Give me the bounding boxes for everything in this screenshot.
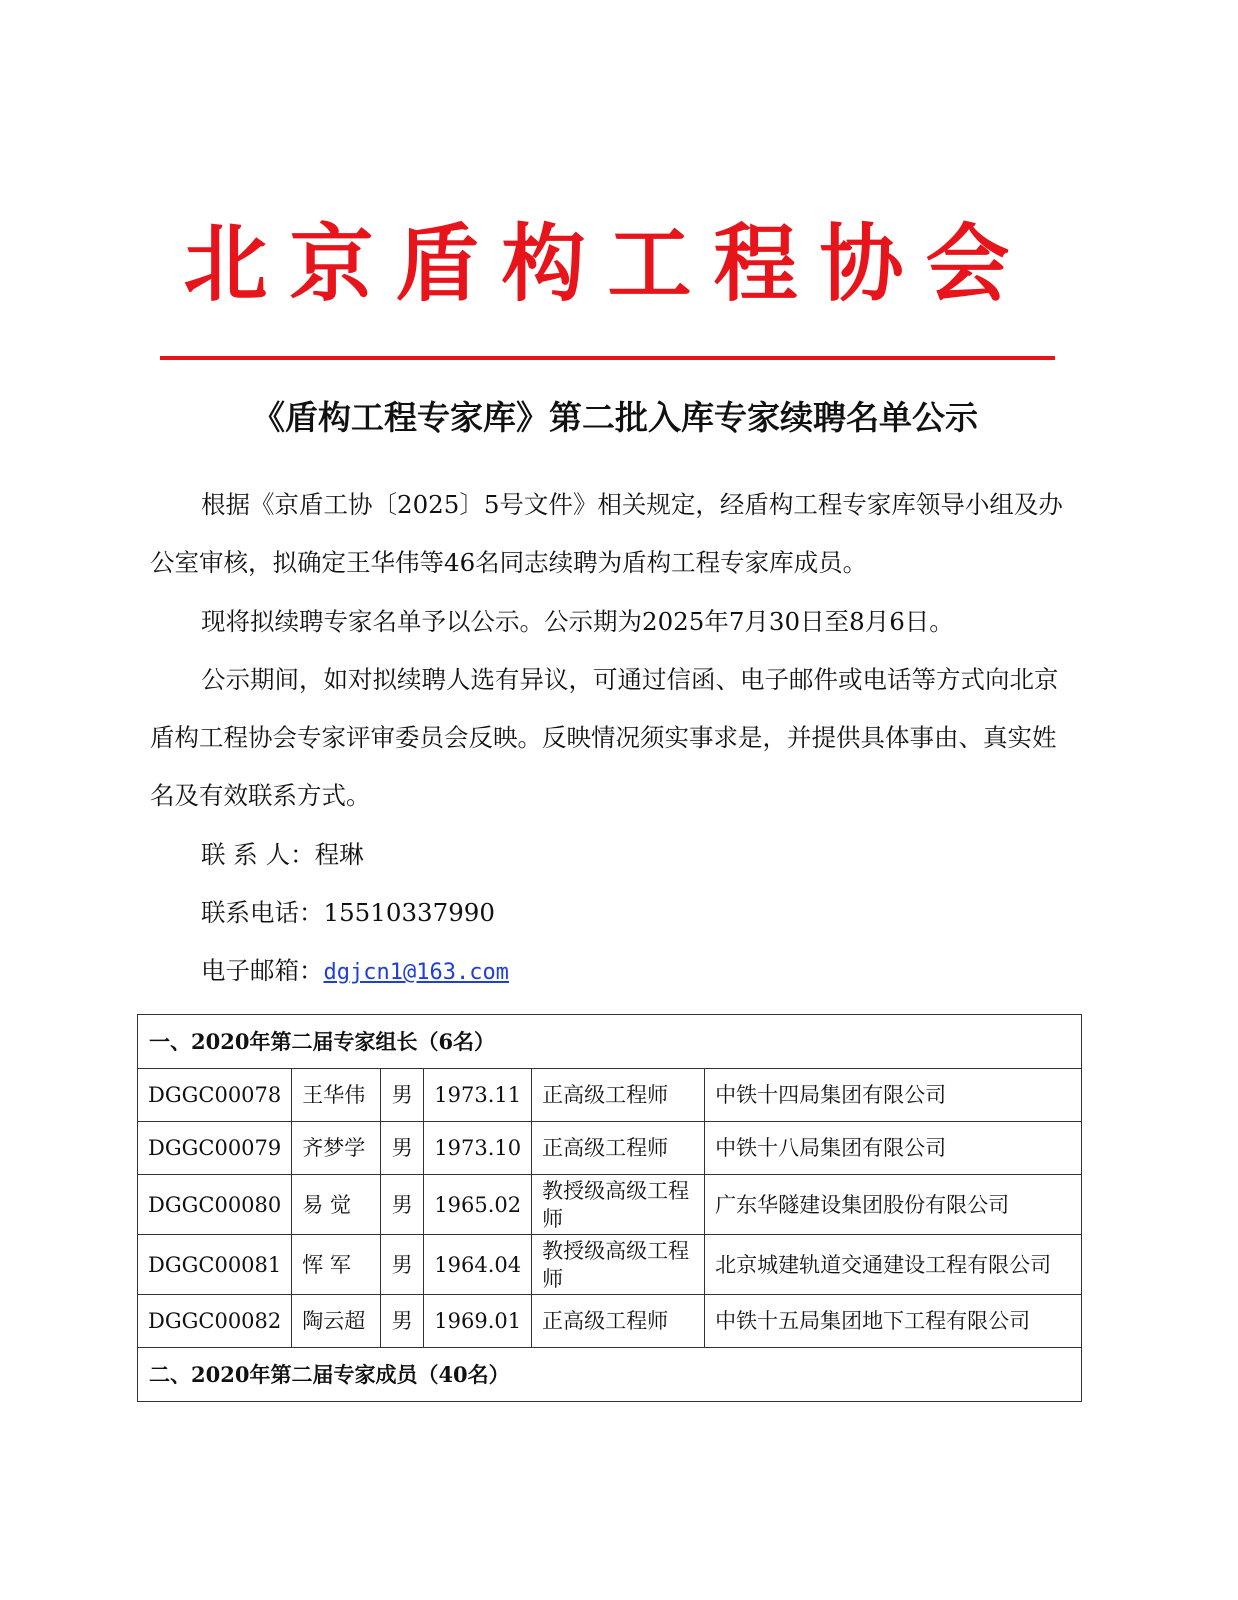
organization-name: 北京盾构工程协会 (183, 215, 1032, 313)
expert-title: 教授级高级工程师 (532, 1175, 705, 1235)
expert-sex: 男 (381, 1235, 424, 1295)
experts-table (137, 1014, 1082, 1402)
expert-title: 正高级工程师 (532, 1122, 705, 1175)
expert-title: 正高级工程师 (532, 1295, 705, 1348)
contact-email-label: 电子邮箱： (201, 956, 324, 985)
expert-organization: 中铁十五局集团地下工程有限公司 (705, 1295, 1082, 1348)
expert-id: DGGC00079 (138, 1122, 292, 1175)
document-title: 《盾构工程专家库》第二批入库专家续聘名单公示 (252, 398, 978, 437)
contact-phone-row (201, 884, 495, 942)
expert-id: DGGC00080 (138, 1175, 292, 1235)
table-section-heading (138, 1015, 1082, 1069)
contact-email-link[interactable]: dgjcn1@163.com (323, 960, 509, 985)
expert-name: 陶云超 (292, 1295, 381, 1348)
expert-id: DGGC00082 (138, 1295, 292, 1348)
expert-sex: 男 (381, 1122, 424, 1175)
contact-person-row (201, 826, 364, 884)
expert-title: 正高级工程师 (532, 1069, 705, 1122)
contact-phone-value: 15510337990 (323, 898, 495, 927)
table-row (138, 1069, 1082, 1122)
expert-name: 恽 军 (292, 1235, 381, 1295)
contact-phone-label: 联系电话： (201, 898, 324, 927)
expert-sex: 男 (381, 1069, 424, 1122)
expert-organization: 中铁十八局集团有限公司 (705, 1122, 1082, 1175)
table-section-heading (138, 1348, 1082, 1402)
contact-person-label: 联 系 人： (201, 840, 315, 869)
expert-id: DGGC00081 (138, 1235, 292, 1295)
expert-title: 教授级高级工程师 (532, 1235, 705, 1295)
table-row (138, 1175, 1082, 1235)
expert-sex: 男 (381, 1295, 424, 1348)
paragraph-objection-instructions: 公示期间，如对拟续聘人选有异议，可通过信函、电子邮件或电话等方式向北京盾构工程协会专家评审委员会反映。反映情况须实事求是，并提供具体事由、真实姓名及有效联系方式。 (150, 665, 1059, 810)
expert-name: 王华伟 (292, 1069, 381, 1122)
expert-sex: 男 (381, 1175, 424, 1235)
paragraph-basis: 根据《京盾工协〔2025〕5号文件》相关规定，经盾构工程专家库领导小组及办公室审核，拟确定王华伟等46名同志续聘为盾构工程专家库成员。 (150, 490, 1063, 577)
table-row (138, 1295, 1082, 1348)
expert-name: 齐梦学 (292, 1122, 381, 1175)
contact-email-row (201, 942, 509, 1002)
expert-organization: 中铁十四局集团有限公司 (705, 1069, 1082, 1122)
table-row (138, 1235, 1082, 1295)
header-divider (160, 356, 1055, 360)
expert-organization: 北京城建轨道交通建设工程有限公司 (705, 1235, 1082, 1295)
expert-birth: 1964.04 (424, 1235, 532, 1295)
expert-birth: 1973.10 (424, 1122, 532, 1175)
expert-birth: 1969.01 (424, 1295, 532, 1348)
expert-birth: 1973.11 (424, 1069, 532, 1122)
expert-id: DGGC00078 (138, 1069, 292, 1122)
expert-birth: 1965.02 (424, 1175, 532, 1235)
expert-organization: 广东华隧建设集团股份有限公司 (705, 1175, 1082, 1235)
table-row (138, 1122, 1082, 1175)
contact-person-value: 程琳 (314, 840, 364, 869)
paragraph-announcement-period: 现将拟续聘专家名单予以公示。公示期为2025年7月30日至8月6日。 (201, 607, 954, 636)
section-heading-leaders: 一、2020年第二届专家组长（6名） (138, 1015, 1082, 1069)
section-heading-members: 二、2020年第二届专家成员（40名） (138, 1348, 1082, 1402)
expert-name: 易 觉 (292, 1175, 381, 1235)
